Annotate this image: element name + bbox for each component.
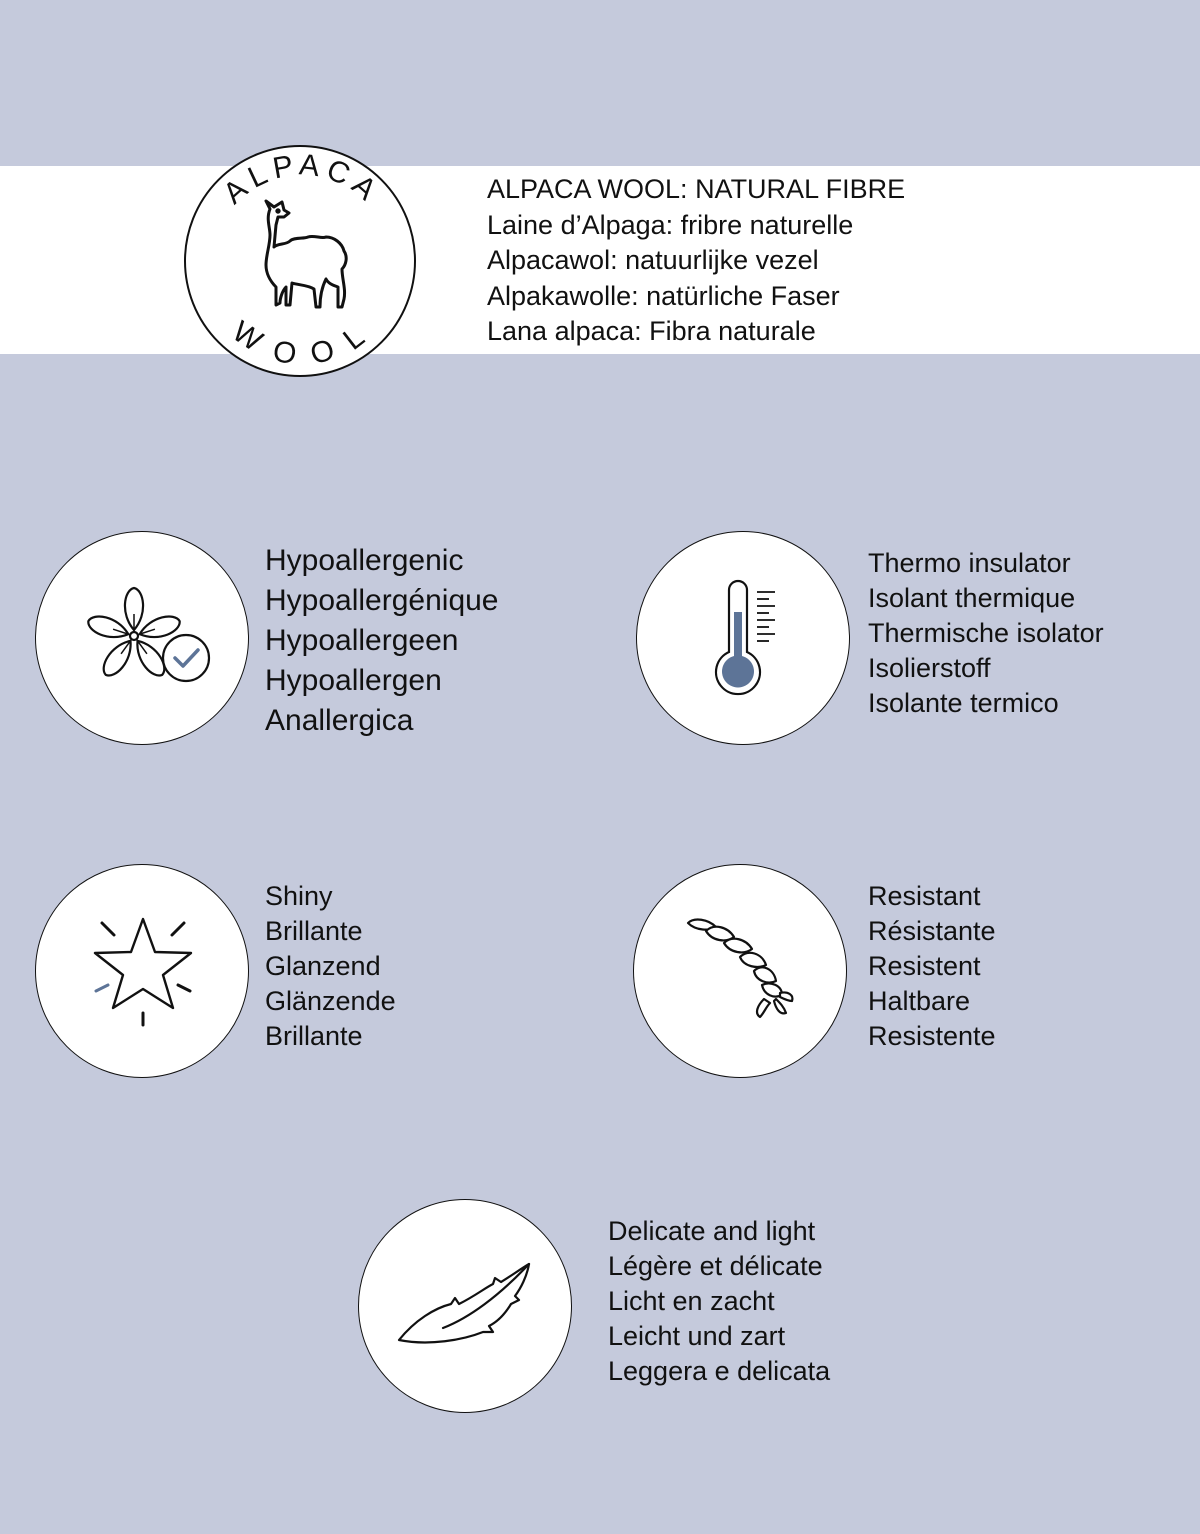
header-line: Alpacawol: natuurlijke vezel [487,245,819,275]
header-line: ALPACA WOOL: NATURAL FIBRE [487,174,906,204]
alpaca-wool-logo [184,145,416,377]
alpaca-icon [266,201,346,307]
header-text [487,172,905,350]
feature-line: Shiny [265,881,333,911]
thermo-text [868,546,1104,721]
svg-text:ALPACA [217,148,387,210]
feature-line: Thermische isolator [868,618,1104,648]
feature-line: Thermo insulator [868,548,1071,578]
feature-line: Hypoallergénique [265,584,499,617]
feature-line: Isolant thermique [868,583,1076,613]
resistant-text [868,879,996,1054]
svg-text:WOOL [227,314,379,372]
feature-line: Brillante [265,916,363,946]
feature-line: Leggera e delicata [608,1356,831,1386]
feature-line: Haltbare [868,986,971,1016]
feature-line: Isolante termico [868,688,1059,718]
feature-line: Isolierstoff [868,653,991,683]
header-line: Lana alpaca: Fibra naturale [487,316,816,346]
rope-icon [634,865,848,1079]
feature-line: Hypoallergenic [265,544,464,577]
feature-line: Glänzende [265,986,396,1016]
resistant-badge [633,864,847,1078]
feature-line: Delicate and light [608,1216,816,1246]
hypoallergenic-badge [35,531,249,745]
feature-line: Anallergica [265,704,414,737]
flower-check-icon [36,532,250,746]
feature-line: Brillante [265,1021,363,1051]
feature-line: Leicht und zart [608,1321,786,1351]
light-text [608,1214,830,1389]
feature-line: Hypoallergen [265,664,442,697]
feature-line: Resistente [868,1021,996,1051]
header-line: Laine d’Alpaga: fribre naturelle [487,209,854,240]
feature-line: Resistant [868,881,981,911]
feature-line: Hypoallergeen [265,624,459,657]
header-line: Alpakawolle: natürliche Faser [487,280,840,311]
thermo-badge [636,531,850,745]
logo-bottom-text: WOOL [226,314,379,373]
feature-line: Glanzend [265,951,381,981]
feature-line: Résistante [868,916,996,946]
feature-line: Resistent [868,951,981,981]
star-icon [36,865,250,1079]
logo-top-text: ALPACA [217,148,387,211]
feature-line: Licht en zacht [608,1286,775,1316]
shiny-text [265,879,396,1054]
light-badge [358,1199,572,1413]
thermometer-icon [637,532,851,746]
feather-icon [359,1200,573,1414]
feature-line: Légère et délicate [608,1251,823,1281]
hypoallergenic-text [265,541,499,741]
shiny-badge [35,864,249,1078]
